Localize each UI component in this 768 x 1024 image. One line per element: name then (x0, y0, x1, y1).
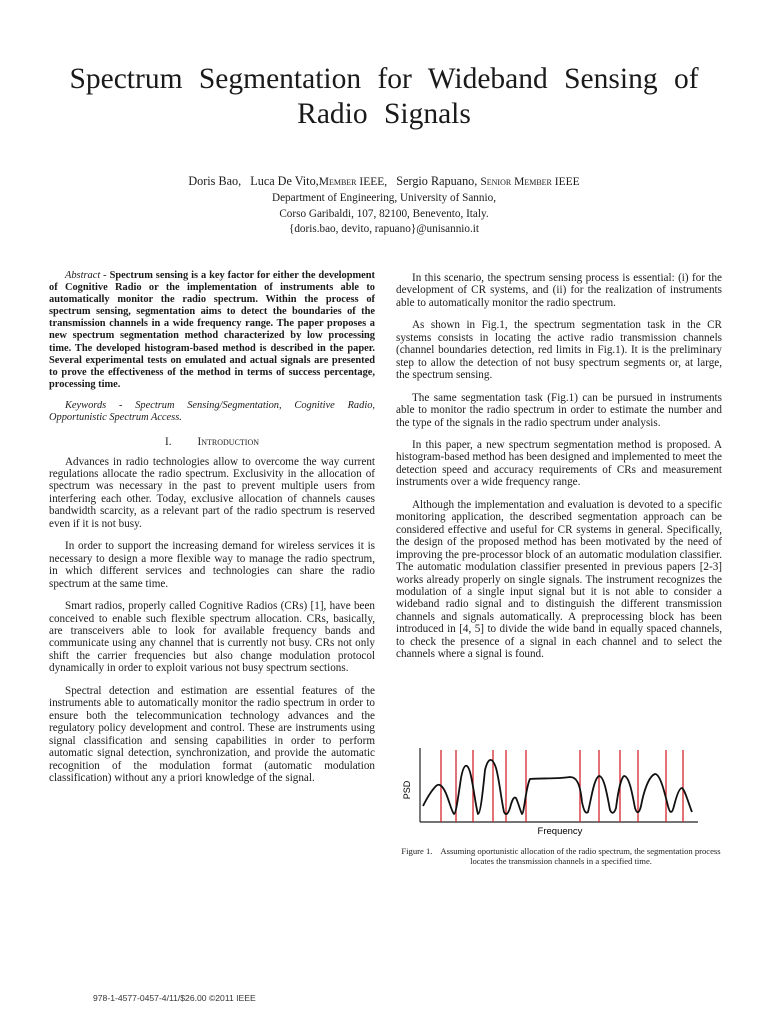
psd-curve (423, 760, 692, 814)
author-3: Sergio Rapuano, (396, 174, 478, 188)
affiliation (0, 191, 768, 238)
paragraph: In this scenario, the spectrum sensing process is essential: (i) for the development of CR systems, and (ii) for the realization of instruments able to automatically monitor the radio spectrum. (396, 272, 722, 309)
copyright-footer: 978-1-4577-0457-4/11/$26.00 ©2011 IEEE (93, 993, 256, 1003)
keywords: Keywords - Spectrum Sensing/Segmentation, Cognitive Radio, Opportunistic Spectrum Access. (49, 399, 375, 424)
paragraph: Although the implementation and evaluation is devoted to a specific monitoring application, the described segmentation approach can be considered effective and useful for CR systems in general. Specifically, the design of the proposed method has been motivated by the need of improving the pre-processor block of an automatic modulation classifier. The automatic modulation classifier presented in previous papers [2-3] works already properly on single signals. The instrument recognizes the modulation of a single input signal but it is not able to consider a wideband radio signal and to distinguish the different transmission channels and signals automatically. A preprocessing block has been introduced in [4, 5] to divide the wide band in equally spaced channels, to check the presence of a signal in each channel and to select the channels where a signal is found. (396, 498, 722, 661)
author-2-role: Member IEEE, (318, 176, 388, 188)
abstract-label: Abstract - (65, 270, 107, 281)
section-title: Introduction (197, 436, 260, 449)
affiliation-email: {doris.bao, devito, rapuano}@unisannio.it (288, 223, 480, 235)
author-2: Luca De Vito, (250, 174, 319, 188)
figure-1 (398, 742, 724, 842)
x-axis-label: Frequency (537, 826, 583, 837)
author-line (0, 174, 768, 190)
paragraph: The same segmentation task (Fig.1) can be pursued in instruments able to monitor the radio spectrum in order to estimate the number and the type of the signals in the radio spectrum under analysis. (396, 391, 722, 429)
caption-text: Assuming oportunistic allocation of the radio spectrum, the segmentation process locates the transmission channels in a specified time. (440, 846, 721, 866)
right-column (396, 272, 722, 671)
left-column (49, 270, 375, 794)
affiliation-line: Department of Engineering, University of Sannio, (271, 192, 496, 204)
section-number: I. (164, 436, 172, 449)
abstract-text: Spectrum sensing is a key factor for either the development of Cognitive Radio or the implementation of instruments able to automatically monitor the radio spectrum. Within the process of spectrum sensing, segmentation aims to detect the boundaries of the transmission channels in a wide frequency range. The paper proposes a new spectrum segmentation method characterized by low processing time. The developed histogram-based method is described in the paper. Several experimental tests on emulated and actual signals are presented to prove the effectiveness of the method in terms of success percentage, processing time. (49, 270, 375, 390)
caption-label: Figure 1. (401, 846, 433, 856)
paragraph: In order to support the increasing demand for wireless services it is necessary to design a more flexible way to manage the radio spectrum, in which different services and technologies can share the radio spectrum at the same time. (49, 540, 375, 590)
y-axis-label: PSD (402, 780, 412, 800)
paper-title: Spectrum Segmentation for Wideband Sensing of Radio Signals (69, 63, 699, 130)
section-heading (49, 436, 375, 448)
paragraph: In this paper, a new spectrum segmentation method is proposed. A histogram-based method has been designed and implemented to meet the detection speed and accuracy requirements of CRs and measurement instruments over a wide frequency range. (396, 438, 722, 489)
figure-caption (396, 846, 726, 866)
author-1: Doris Bao, (188, 174, 242, 188)
spectrum-plot (398, 742, 724, 842)
author-3-role: Senior Member IEEE (480, 176, 580, 188)
paragraph: Spectral detection and estimation are essential features of the instruments able to automatically monitor the radio spectrum in order to ensure both the telecommunication technology advances and the regulatory policy development and control. These are instruments using signal classification and sensing capabilities in order to perform automatic signal detection, synchronization, and provide the automatic recognition of the modulation format (automatic modulation classification) without any a priori knowledge of the signal. (49, 684, 375, 784)
paragraph: Advances in radio technologies allow to overcome the way current regulations allocate the radio spectrum. Exclusivity in the allocation of spectrum was necessary in the past to prevent multiple users from interfering each other. Today, exclusive allocation of channels causes bandwidth scarcity, as a relevant part of the radio spectrum is reserved even if it is not busy. (49, 455, 375, 530)
abstract (49, 270, 375, 391)
paragraph: As shown in Fig.1, the spectrum segmentation task in the CR systems consists in locating the active radio transmission channels (channel boundaries detection, red limits in Fig.1). It is the preliminary step to allow the detection of not busy spectrum segments or, at large, the spectrum sensing. (396, 319, 722, 382)
affiliation-line: Corso Garibaldi, 107, 82100, Benevento, Italy. (279, 207, 489, 220)
paragraph: Smart radios, properly called Cognitive Radios (CRs) [1], have been conceived to enable such flexible spectrum allocation. CRs, basically, are transceivers able to look for available frequency bands and communicate using any channel that is currently not busy. CRs not only shift the carrier frequencies but also change modulation protocol dynamically in order to exploit various not busy spectrum sections. (49, 600, 375, 675)
